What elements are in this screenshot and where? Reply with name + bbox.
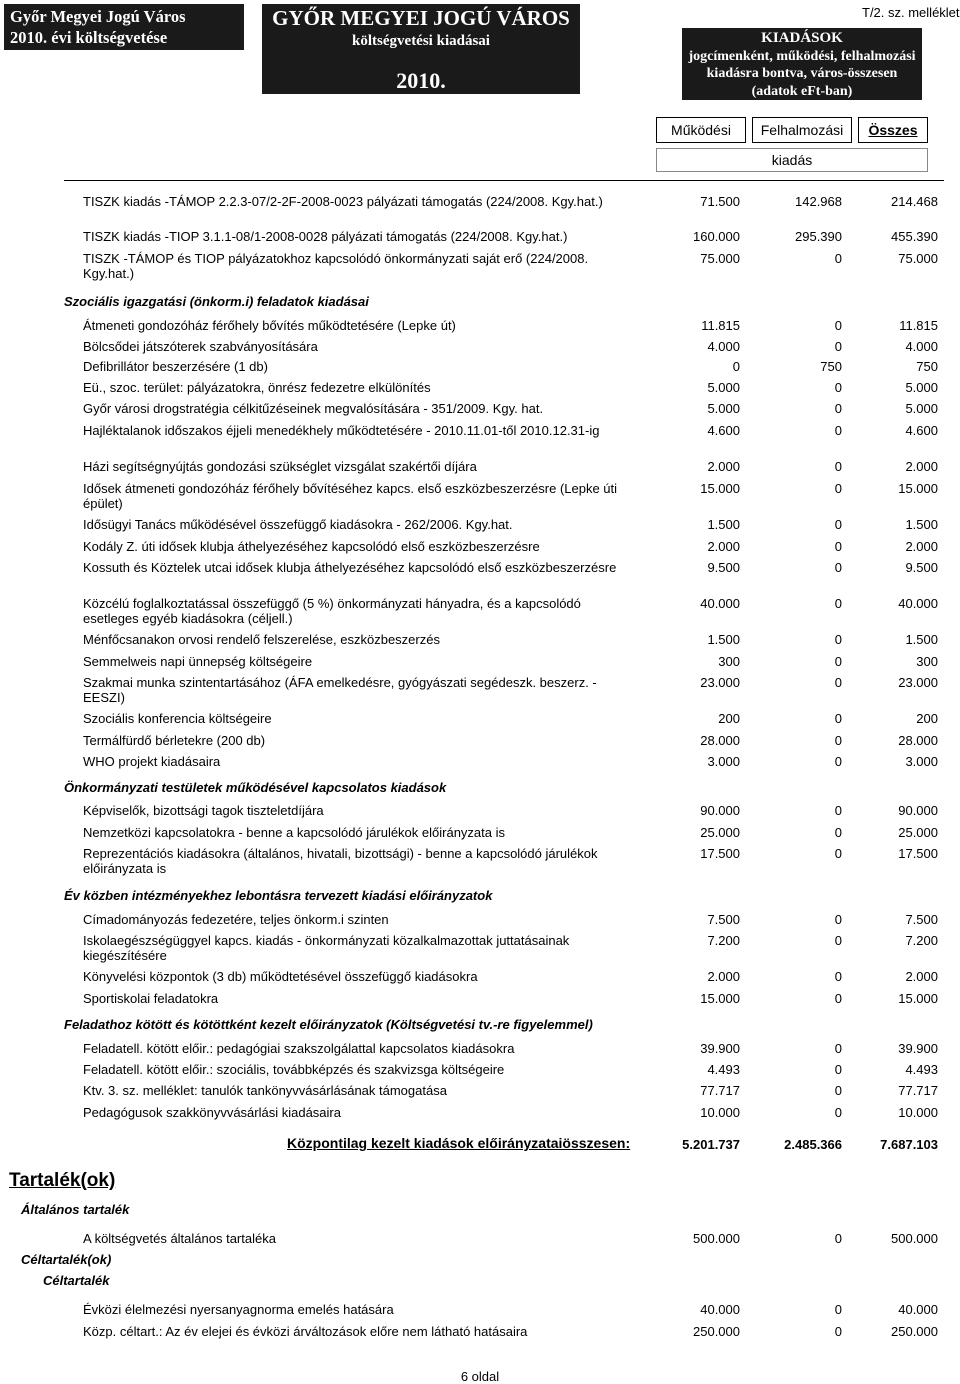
row-label: Feladatell. kötött előir.: szociális, továbbképzés és szakvizsga költségeire — [83, 1062, 505, 1077]
row-value-osszes: 7.500 — [905, 912, 938, 927]
annex-label: T/2. sz. melléklet — [862, 5, 960, 20]
row-label: Közp. céltart.: Az év elejei és évközi árváltozások előre nem látható hatásaira — [83, 1324, 528, 1339]
total-value-osszes: 7.687.103 — [880, 1137, 938, 1152]
row-value-mukodesi: 39.900 — [700, 1041, 740, 1056]
row-label: Reprezentációs kiadásokra (általános, hivatali, bizottsági) - benne a kapcsolódó járulékok előirányzata is — [83, 846, 598, 876]
row-label: Évközi élelmezési nyersanyagnorma emelés hatására — [83, 1302, 394, 1317]
row-value-mukodesi: 23.000 — [700, 675, 740, 690]
header-center-banner — [262, 4, 580, 94]
row-label: WHO projekt kiadásaira — [83, 754, 221, 769]
row-value-mukodesi: 28.000 — [700, 733, 740, 748]
row-value-felhalmozasi: 142.968 — [795, 194, 842, 209]
header-left-line2: 2010. évi költségvetése — [10, 28, 168, 47]
row-value-felhalmozasi: 0 — [834, 318, 842, 333]
row-value-felhalmozasi: 0 — [834, 654, 842, 669]
header-right-title: KIADÁSOK — [761, 30, 843, 46]
row-value-felhalmozasi: 0 — [834, 401, 842, 416]
column-header-felhalmozasi: Felhalmozási — [752, 117, 852, 143]
row-value-osszes: 5.000 — [905, 380, 938, 395]
row-value-felhalmozasi: 0 — [834, 675, 842, 690]
total-label: Központilag kezelt kiadások előirányzataiösszesen: — [287, 1135, 631, 1151]
row-value-felhalmozasi: 0 — [834, 754, 842, 769]
row-value-mukodesi: 9.500 — [707, 560, 740, 575]
row-label: Pedagógusok szakkönyvvásárlási kiadásaira — [83, 1105, 341, 1120]
row-value-mukodesi: 4.600 — [707, 423, 740, 438]
row-value-osszes: 2.000 — [905, 459, 938, 474]
section-heading-szocialis: Szociális igazgatási (önkorm.i) feladatok kiadásai — [64, 294, 369, 309]
row-value-osszes: 4.000 — [905, 339, 938, 354]
row-label: Semmelweis napi ünnepség költségeire — [83, 654, 313, 669]
row-label: A költségvetés általános tartaléka — [83, 1231, 276, 1246]
row-value-mukodesi: 250.000 — [693, 1324, 740, 1339]
row-value-mukodesi: 0 — [732, 359, 740, 374]
row-value-felhalmozasi: 0 — [834, 517, 842, 532]
header-right-line3: (adatok eFt-ban) — [751, 83, 853, 99]
row-value-mukodesi: 25.000 — [700, 825, 740, 840]
row-value-felhalmozasi: 0 — [834, 825, 842, 840]
row-value-osszes: 4.493 — [905, 1062, 938, 1077]
total-value-felhalmozasi: 2.485.366 — [784, 1137, 842, 1152]
row-value-mukodesi: 90.000 — [700, 803, 740, 818]
reserves-target-subheading: Céltartalék — [43, 1273, 110, 1288]
row-value-felhalmozasi: 0 — [834, 560, 842, 575]
row-value-felhalmozasi: 0 — [834, 380, 842, 395]
row-label: TISZK -TÁMOP és TIOP pályázatokhoz kapcsolódó önkormányzati saját erő (224/2008. Kgy.hat.) — [83, 251, 589, 281]
header-left-line1: Győr Megyei Jogú Város — [10, 7, 186, 26]
row-value-mukodesi: 500.000 — [693, 1231, 740, 1246]
row-value-mukodesi: 2.000 — [707, 459, 740, 474]
row-value-felhalmozasi: 0 — [834, 539, 842, 554]
row-label: Eü., szoc. terület: pályázatokra, önrész fedezetre elkülönítés — [83, 380, 431, 395]
row-value-felhalmozasi: 0 — [834, 1324, 842, 1339]
row-value-felhalmozasi: 0 — [834, 1062, 842, 1077]
row-value-felhalmozasi: 750 — [820, 359, 842, 374]
total-value-mukodesi: 5.201.737 — [682, 1137, 740, 1152]
reserves-targeted-heading: Céltartalék(ok) — [21, 1252, 112, 1267]
row-label: Ménfőcsanakon orvosi rendelő felszerelése, eszközbeszerzés — [83, 632, 440, 647]
row-value-felhalmozasi: 0 — [834, 1083, 842, 1098]
row-value-osszes: 300 — [916, 654, 938, 669]
row-value-felhalmozasi: 0 — [834, 632, 842, 647]
row-value-felhalmozasi: 0 — [834, 481, 842, 496]
row-value-osszes: 17.500 — [898, 846, 938, 861]
row-label: Termálfürdő bérletekre (200 db) — [83, 733, 266, 748]
row-value-osszes: 90.000 — [898, 803, 938, 818]
header-right-line1: jogcímenként, működési, felhalmozási — [688, 48, 916, 64]
row-value-felhalmozasi: 0 — [834, 711, 842, 726]
row-label: Idősügyi Tanács működésével összefüggő kiadásokra - 262/2006. Kgy.hat. — [83, 517, 513, 532]
row-value-mukodesi: 40.000 — [700, 1302, 740, 1317]
row-value-felhalmozasi: 0 — [834, 969, 842, 984]
row-value-mukodesi: 2.000 — [707, 539, 740, 554]
row-label: TISZK kiadás -TIOP 3.1.1-08/1-2008-0028 pályázati támogatás (224/2008. Kgy.hat.) — [83, 229, 568, 244]
row-label: Képviselők, bizottsági tagok tiszteletdíjára — [83, 803, 324, 818]
row-value-felhalmozasi: 0 — [834, 1302, 842, 1317]
row-value-felhalmozasi: 0 — [834, 423, 842, 438]
row-value-osszes: 5.000 — [905, 401, 938, 416]
row-label: Bölcsődei játszóterek szabványosítására — [83, 339, 318, 354]
row-value-osszes: 15.000 — [898, 991, 938, 1006]
row-value-felhalmozasi: 0 — [834, 846, 842, 861]
row-value-mukodesi: 4.493 — [707, 1062, 740, 1077]
row-value-osszes: 39.900 — [898, 1041, 938, 1056]
row-label: Iskolaegészségüggyel kapcs. kiadás - önkormányzati közalkalmazottak juttatásainak kiegészítésére — [83, 933, 570, 963]
row-value-mukodesi: 7.500 — [707, 912, 740, 927]
row-label: Közcélú foglalkoztatással összefüggő (5 %) önkormányzati hányadra, és a kapcsolódó esetleges egyéb kiadásokra (céljell.) — [83, 596, 581, 626]
row-value-osszes: 7.200 — [905, 933, 938, 948]
row-value-mukodesi: 17.500 — [700, 846, 740, 861]
row-value-felhalmozasi: 0 — [834, 1105, 842, 1120]
reserves-general-heading: Általános tartalék — [21, 1202, 130, 1217]
section-heading-feladathoz: Feladathoz kötött és kötöttként kezelt előirányzatok (Költségvetési tv.-re figyelemmel) — [64, 1017, 593, 1032]
row-value-felhalmozasi: 0 — [834, 459, 842, 474]
row-value-osszes: 15.000 — [898, 481, 938, 496]
row-value-felhalmozasi: 295.390 — [795, 229, 842, 244]
row-value-mukodesi: 11.815 — [701, 318, 740, 333]
row-label: Ktv. 3. sz. melléklet: tanulók tankönyvvásárlásának támogatása — [83, 1083, 447, 1098]
page-number: 6 oldal — [460, 1369, 500, 1384]
row-value-mukodesi: 71.500 — [700, 194, 740, 209]
row-value-osszes: 28.000 — [898, 733, 938, 748]
header-right-line2: kiadásra bontva, város-összesen — [706, 66, 898, 81]
row-value-mukodesi: 15.000 — [700, 481, 740, 496]
row-value-felhalmozasi: 0 — [834, 733, 842, 748]
row-label: Feladatell. kötött előir.: pedagógiai szakszolgálattal kapcsolatos kiadásokra — [83, 1041, 515, 1056]
row-value-osszes: 77.717 — [898, 1083, 938, 1098]
row-label: Átmeneti gondozóház férőhely bővítés működtetésére (Lepke út) — [83, 318, 456, 333]
row-value-osszes: 500.000 — [891, 1231, 938, 1246]
row-value-osszes: 750 — [916, 359, 938, 374]
row-label: Kossuth és Köztelek utcai idősek klubja áthelyezéséhez kapcsolódó első eszközbeszerzésre — [83, 560, 617, 575]
reserves-title: Tartalék(ok) — [9, 1170, 116, 1191]
section-heading-evkozben: Év közben intézményekhez lebontásra tervezett kiadási előirányzatok — [64, 888, 493, 903]
row-value-mukodesi: 300 — [718, 654, 740, 669]
column-header-osszes: Összes — [858, 117, 928, 143]
row-label: Hajléktalanok időszakos éjjeli menedékhely működtetésére - 2010.11.01-től 2010.12.31-ig — [83, 423, 600, 438]
row-label: Címadományozás fedezetére, teljes önkorm.i szinten — [83, 912, 389, 927]
row-value-mukodesi: 1.500 — [707, 632, 740, 647]
header-center-year: 2010. — [396, 68, 446, 93]
row-value-mukodesi: 4.000 — [707, 339, 740, 354]
column-header-kiadas: kiadás — [656, 148, 928, 172]
row-label: Könyvelési központok (3 db) működtetésével összefüggő kiadásokra — [83, 969, 478, 984]
row-value-osszes: 2.000 — [905, 539, 938, 554]
section-heading-testuletek: Önkormányzati testületek működésével kapcsolatos kiadások — [64, 780, 447, 795]
row-value-osszes: 25.000 — [898, 825, 938, 840]
row-value-mukodesi: 40.000 — [700, 596, 740, 611]
column-header-mukodesi: Működési — [656, 117, 746, 143]
row-label: Nemzetközi kapcsolatokra - benne a kapcsolódó járulékok előirányzata is — [83, 825, 505, 840]
row-value-osszes: 455.390 — [891, 229, 938, 244]
row-value-osszes: 4.600 — [905, 423, 938, 438]
row-value-osszes: 250.000 — [891, 1324, 938, 1339]
row-label: Defibrillátor beszerzésére (1 db) — [83, 359, 268, 374]
row-value-osszes: 3.000 — [905, 754, 938, 769]
row-label: Idősek átmeneti gondozóház férőhely bővítéséhez kapcs. első eszközbeszerzésre (Lepke úti épület) — [83, 481, 618, 511]
row-value-mukodesi: 3.000 — [707, 754, 740, 769]
row-value-osszes: 40.000 — [898, 1302, 938, 1317]
row-value-felhalmozasi: 0 — [834, 596, 842, 611]
row-value-mukodesi: 2.000 — [707, 969, 740, 984]
row-value-mukodesi: 160.000 — [693, 229, 740, 244]
row-value-osszes: 75.000 — [898, 251, 938, 266]
header-left-banner — [4, 4, 244, 50]
row-value-mukodesi: 200 — [718, 711, 740, 726]
row-value-osszes: 9.500 — [905, 560, 938, 575]
row-label: TISZK kiadás -TÁMOP 2.2.3-07/2-2F-2008-0023 pályázati támogatás (224/2008. Kgy.hat.) — [83, 194, 603, 209]
row-value-osszes: 11.815 — [899, 318, 938, 333]
row-value-felhalmozasi: 0 — [834, 933, 842, 948]
row-value-felhalmozasi: 0 — [834, 803, 842, 818]
row-value-mukodesi: 5.000 — [707, 380, 740, 395]
header-right-banner — [682, 28, 922, 100]
row-value-mukodesi: 5.000 — [707, 401, 740, 416]
row-value-osszes: 1.500 — [905, 632, 938, 647]
header-center-title: GYŐR MEGYEI JOGÚ VÁROS — [272, 6, 570, 30]
row-label: Szociális konferencia költségeire — [83, 711, 272, 726]
row-label: Házi segítségnyújtás gondozási szükséglet vizsgálat szakértői díjára — [83, 459, 477, 474]
row-value-osszes: 214.468 — [891, 194, 938, 209]
row-value-osszes: 10.000 — [898, 1105, 938, 1120]
row-value-mukodesi: 1.500 — [707, 517, 740, 532]
row-label: Győr városi drogstratégia célkitűzéseinek megvalósítására - 351/2009. Kgy. hat. — [83, 401, 544, 416]
row-value-mukodesi: 77.717 — [700, 1083, 740, 1098]
header-divider — [64, 180, 944, 181]
header-center-subtitle: költségvetési kiadásai — [352, 33, 490, 49]
row-value-mukodesi: 15.000 — [700, 991, 740, 1006]
row-value-felhalmozasi: 0 — [834, 912, 842, 927]
row-value-mukodesi: 7.200 — [707, 933, 740, 948]
row-label: Kodály Z. úti idősek klubja áthelyezéséhez kapcsolódó első eszközbeszerzésre — [83, 539, 540, 554]
row-value-felhalmozasi: 0 — [834, 339, 842, 354]
row-value-mukodesi: 10.000 — [700, 1105, 740, 1120]
row-value-felhalmozasi: 0 — [834, 991, 842, 1006]
row-label: Szakmai munka szintentartásához (ÁFA emelkedésre, gyógyászati segédeszk. beszerz. - EESZI) — [83, 675, 597, 705]
row-label: Sportiskolai feladatokra — [83, 991, 219, 1006]
row-value-felhalmozasi: 0 — [834, 251, 842, 266]
row-value-felhalmozasi: 0 — [834, 1231, 842, 1246]
row-value-mukodesi: 75.000 — [700, 251, 740, 266]
row-value-osszes: 1.500 — [905, 517, 938, 532]
row-value-felhalmozasi: 0 — [834, 1041, 842, 1056]
row-value-osszes: 40.000 — [898, 596, 938, 611]
row-value-osszes: 23.000 — [898, 675, 938, 690]
row-value-osszes: 200 — [916, 711, 938, 726]
row-value-osszes: 2.000 — [905, 969, 938, 984]
